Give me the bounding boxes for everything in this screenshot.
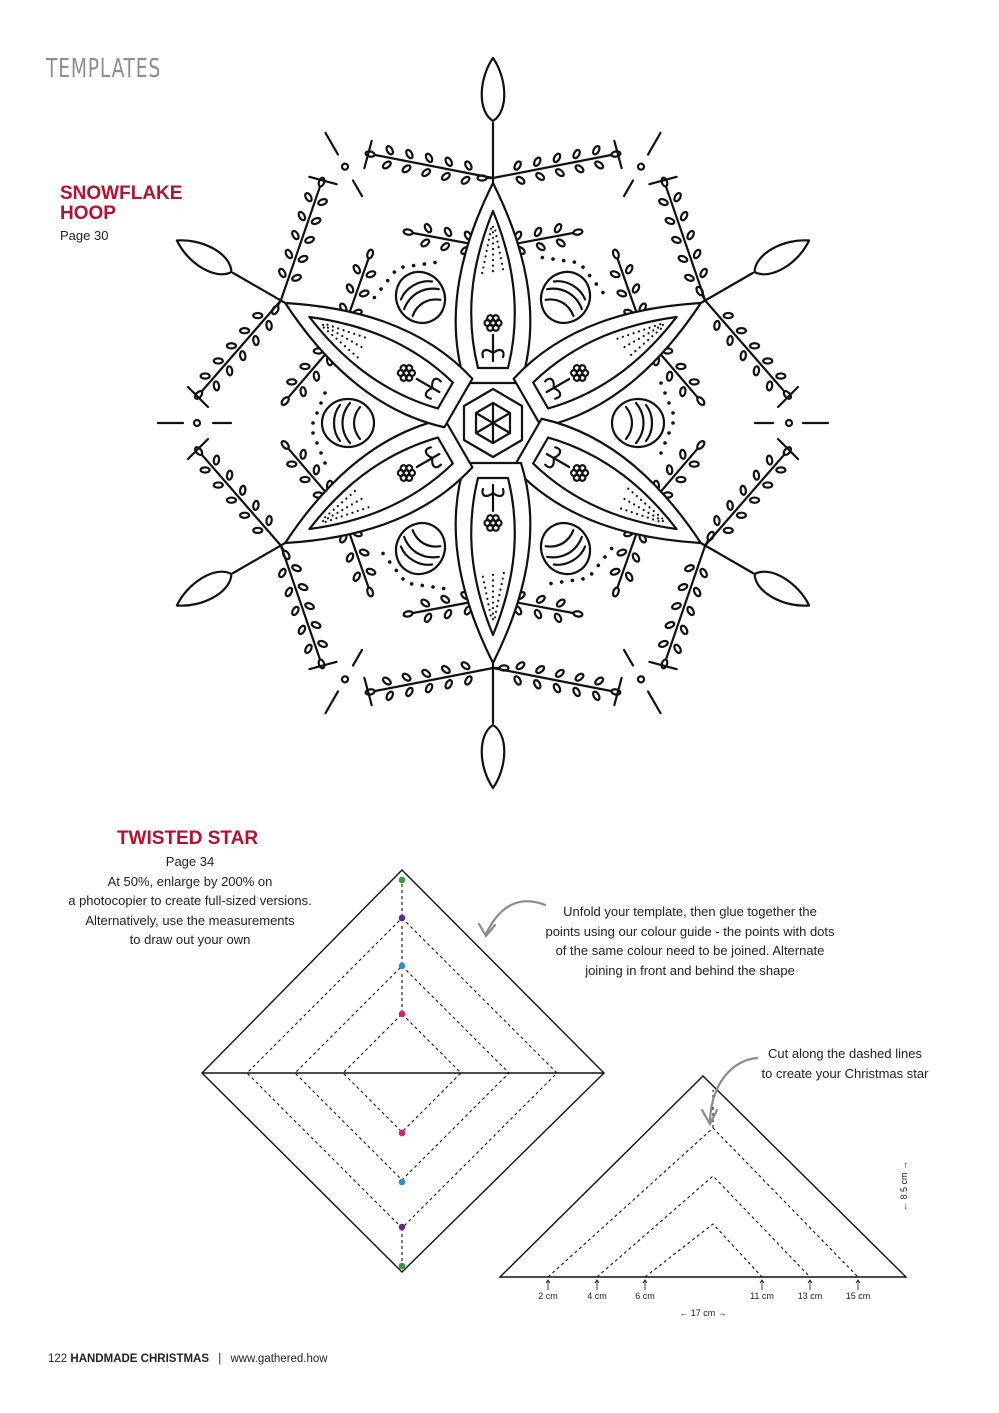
callout-line: joining in front and behind the shape [585, 962, 795, 978]
unfold-callout [520, 902, 860, 980]
twisted-star-heading [40, 828, 340, 950]
instruction-line: to draw out your own [129, 932, 251, 947]
measurement-labels [538, 1291, 870, 1301]
measurement-label: 2 cm [538, 1291, 558, 1301]
snowflake-illustration [78, 58, 909, 788]
footer-separator: | [218, 1353, 222, 1365]
page-number: 122 [48, 1353, 68, 1365]
callout-line: Cut along the dashed lines [768, 1046, 922, 1061]
cut-callout [740, 1044, 950, 1083]
width-measurement: ← 17 cm → [679, 1308, 727, 1318]
twisted-star-title: TWISTED STAR [116, 828, 259, 849]
callout-line: Unfold your template, then glue together the [563, 904, 817, 919]
measurement-label: 15 cm [845, 1291, 871, 1301]
magazine-name: HANDMADE CHRISTMAS [70, 1353, 210, 1365]
measurement-label: 4 cm [587, 1291, 607, 1301]
section-label: TEMPLATES [46, 54, 162, 84]
snowflake-title-line1: SNOWFLAKE [60, 183, 183, 204]
measurement-label: 13 cm [797, 1291, 823, 1301]
callout-line: points using our colour guide - the points with dots [545, 923, 835, 939]
measurement-label: 11 cm [750, 1291, 774, 1301]
twisted-star-triangle-template [500, 1076, 906, 1290]
height-measurement: ← 8.5 cm → [899, 1160, 909, 1212]
snowflake-title-line2: HOOP [60, 203, 116, 224]
footer [48, 1353, 328, 1365]
website-link[interactable]: www.gathered.how [230, 1353, 328, 1365]
twisted-star-page-ref: Page 34 [165, 854, 215, 869]
measurement-label: 6 cm [635, 1291, 655, 1301]
callout-line: to create your Christmas star [761, 1065, 929, 1081]
instruction-line: a photocopier to create full-sized versions. [68, 893, 312, 908]
instruction-line: Alternatively, use the measurements [85, 912, 295, 928]
instruction-line: At 50%, enlarge by 200% on [107, 873, 273, 889]
callout-line: of the same colour need to be joined. Alternate [555, 943, 825, 958]
snowflake-page-ref: Page 30 [60, 228, 109, 243]
